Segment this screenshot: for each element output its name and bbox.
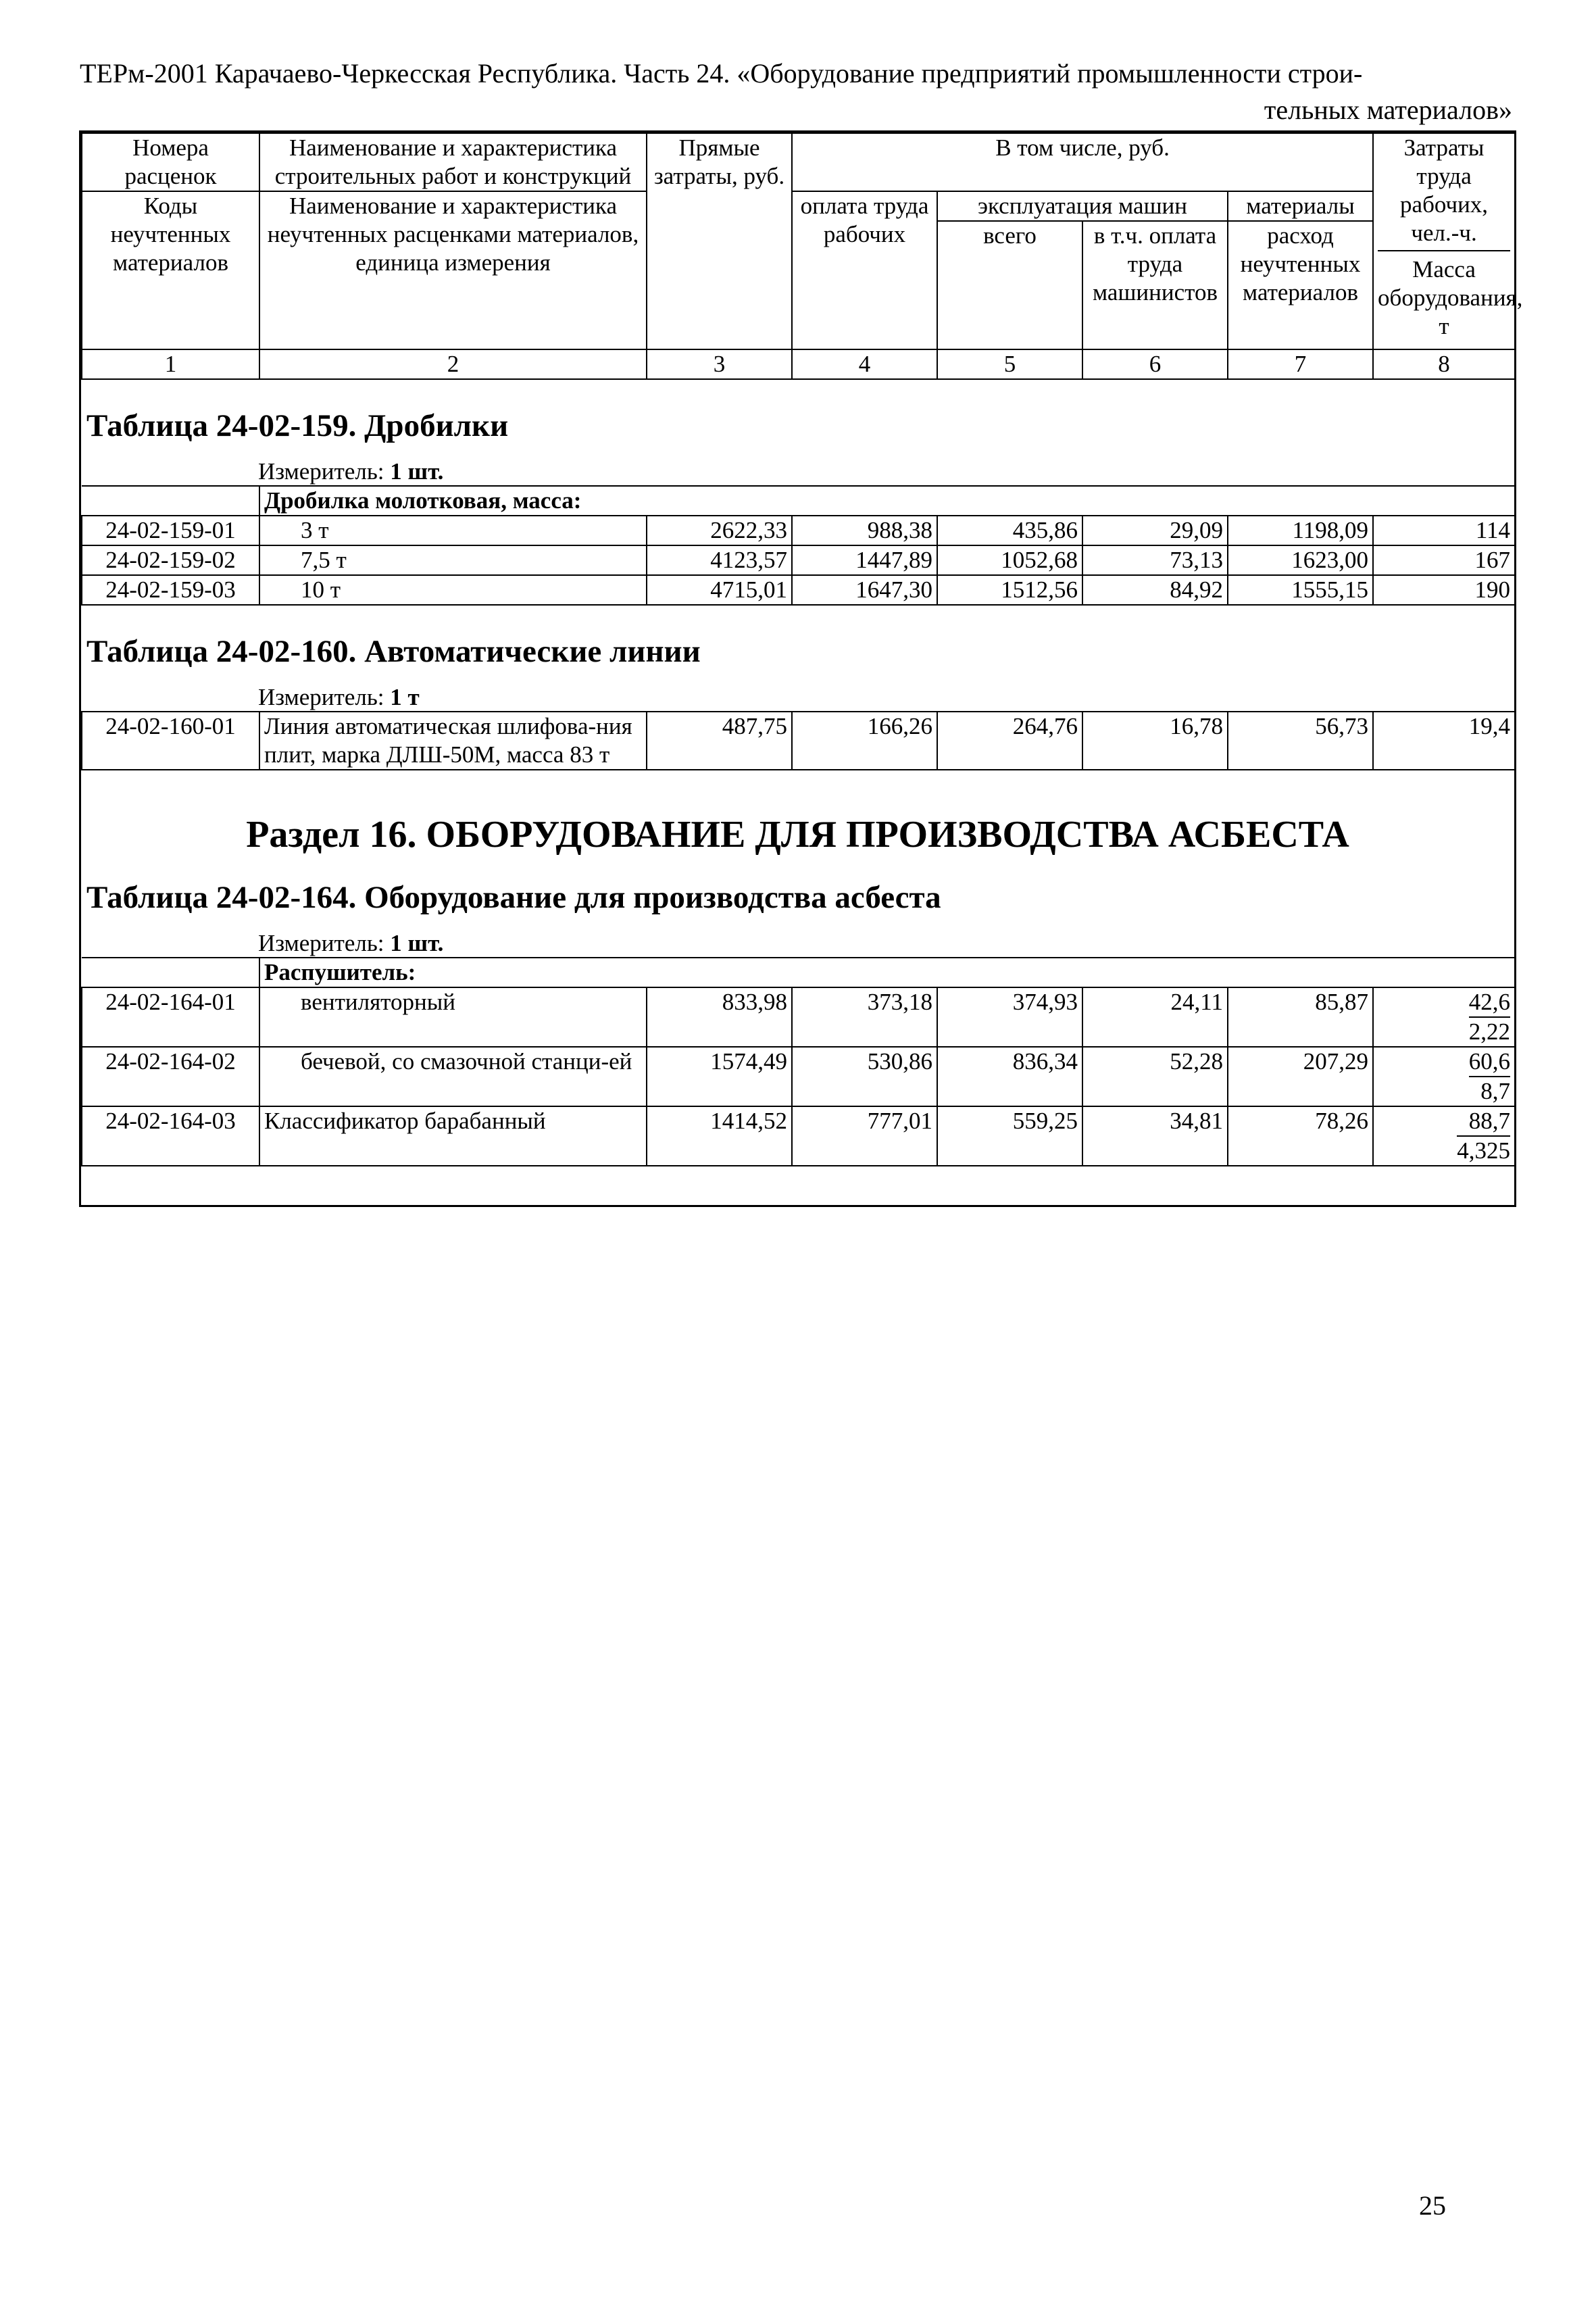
- header-cell-mass: Масса оборудования, т: [1378, 256, 1523, 339]
- row-direct-costs: 4123,57: [647, 545, 792, 575]
- table-row: [82, 545, 1515, 575]
- table-row: [82, 1106, 1515, 1166]
- row-direct-costs: 4715,01: [647, 575, 792, 605]
- row-machinist-wages: 84,92: [1082, 575, 1228, 605]
- column-number: 6: [1082, 349, 1228, 379]
- row-machinist-wages: 29,09: [1082, 516, 1228, 545]
- row-direct-costs: 2622,33: [647, 516, 792, 545]
- header-cell-name-bottom: Наименование и характеристика неучтенных расценками материалов, единица измерения: [259, 191, 647, 349]
- table-159-group-label: Дробилка молотковая, масса:: [259, 486, 1515, 516]
- column-number: 3: [647, 349, 792, 379]
- row-wages: 373,18: [792, 987, 937, 1047]
- table-164: [81, 957, 1516, 1166]
- table-row: [82, 1047, 1515, 1106]
- row-materials: 78,26: [1228, 1106, 1373, 1166]
- table-160-title: Таблица 24-02-160. Автоматические линии: [86, 634, 701, 669]
- header-cell-direct-costs: Прямые затраты, руб.: [647, 133, 792, 349]
- row-name: 10 т: [259, 575, 647, 605]
- row-machines-total: 1052,68: [937, 545, 1082, 575]
- header-cell-name-top: Наименование и характеристика строительных работ и конструкций: [259, 133, 647, 191]
- row-materials: 1198,09: [1228, 516, 1373, 545]
- header-cell-labor: [1373, 133, 1523, 349]
- row-code: 24-02-159-03: [82, 575, 259, 605]
- row-wages: 1447,89: [792, 545, 937, 575]
- row-machinist-wages: 24,11: [1082, 987, 1228, 1047]
- row-materials: 207,29: [1228, 1047, 1373, 1106]
- row-name: 7,5 т: [259, 545, 647, 575]
- header-cell-codes-bottom: Коды неучтенных материалов: [82, 191, 259, 349]
- row-labor-mass: [1373, 1047, 1515, 1106]
- row-materials: 1623,00: [1228, 545, 1373, 575]
- row-code: 24-02-159-01: [82, 516, 259, 545]
- section-16-title: Раздел 16. ОБОРУДОВАНИЕ ДЛЯ ПРОИЗВОДСТВА АСБЕСТА: [246, 814, 1349, 856]
- row-name: Классификатор барабанный: [259, 1106, 647, 1166]
- row-labor: 167: [1373, 545, 1515, 575]
- header-cell-total: всего: [937, 221, 1082, 349]
- table-164-group-label: Распушитель:: [259, 958, 1515, 987]
- table-160-measure: [81, 684, 1514, 711]
- row-labor: 60,6: [1469, 1048, 1510, 1077]
- row-name: 3 т: [259, 516, 647, 545]
- measure-label: Измеритель:: [258, 930, 384, 956]
- row-name: вентиляторный: [259, 987, 647, 1047]
- column-number: 7: [1228, 349, 1373, 379]
- row-wages: 777,01: [792, 1106, 937, 1166]
- row-code: 24-02-160-01: [82, 712, 259, 770]
- measure-value: 1 шт.: [390, 458, 444, 485]
- header-cell-codes-top: Номера расценок: [82, 133, 259, 191]
- row-machines-total: 264,76: [937, 712, 1082, 770]
- measure-value: 1 шт.: [390, 930, 444, 956]
- header-cell-unaccounted-materials: расход неучтенных материалов: [1228, 221, 1373, 349]
- table-160: [81, 711, 1516, 770]
- row-code: 24-02-164-01: [82, 987, 259, 1047]
- row-name: Линия автоматическая шлифова-ния плит, марка ДЛШ-50М, масса 83 т: [259, 712, 647, 770]
- row-labor-mass: [1373, 1106, 1515, 1166]
- row-wages: 166,26: [792, 712, 937, 770]
- column-number: 8: [1373, 349, 1515, 379]
- table-row: [82, 987, 1515, 1047]
- table-159-title: Таблица 24-02-159. Дробилки: [86, 408, 509, 443]
- row-mass: 8,7: [1480, 1078, 1510, 1104]
- row-labor: 114: [1373, 516, 1515, 545]
- measure-label: Измеритель:: [258, 684, 384, 710]
- header-cell-machinist-wages: в т.ч. оплата труда машинистов: [1082, 221, 1228, 349]
- table-row: [82, 575, 1515, 605]
- table-159-measure: [81, 458, 1514, 485]
- row-code: 24-02-164-02: [82, 1047, 259, 1106]
- measure-value: 1 т: [390, 684, 420, 710]
- row-machines-total: 1512,56: [937, 575, 1082, 605]
- row-labor: 88,7: [1457, 1107, 1510, 1137]
- column-number: 2: [259, 349, 647, 379]
- row-machinist-wages: 52,28: [1082, 1047, 1228, 1106]
- row-labor: 19,4: [1373, 712, 1515, 770]
- row-direct-costs: 1574,49: [647, 1047, 792, 1106]
- row-mass: 2,22: [1468, 1018, 1510, 1045]
- row-name: бечевой, со смазочной станци-ей: [259, 1047, 647, 1106]
- row-code: 24-02-164-03: [82, 1106, 259, 1166]
- column-number: 5: [937, 349, 1082, 379]
- page-header-line2: тельных материалов»: [1264, 95, 1512, 125]
- row-wages: 988,38: [792, 516, 937, 545]
- row-machinist-wages: 73,13: [1082, 545, 1228, 575]
- table-164-title: Таблица 24-02-164. Оборудование для производства асбеста: [86, 880, 941, 915]
- row-machinist-wages: 16,78: [1082, 712, 1228, 770]
- row-direct-costs: 487,75: [647, 712, 792, 770]
- row-labor-mass: [1373, 987, 1515, 1047]
- page-header: [80, 55, 1515, 128]
- row-materials: 56,73: [1228, 712, 1373, 770]
- table-164-measure: [81, 930, 1514, 957]
- row-machines-total: 435,86: [937, 516, 1082, 545]
- page-header-line1: ТЕРм-2001 Карачаево-Черкесская Республика. Часть 24. «Оборудование предприятий промышленности строи-: [80, 58, 1363, 89]
- row-machines-total: 374,93: [937, 987, 1082, 1047]
- row-machinist-wages: 34,81: [1082, 1106, 1228, 1166]
- header-cell-machines: эксплуатация машин: [937, 191, 1228, 221]
- row-materials: 85,87: [1228, 987, 1373, 1047]
- column-number: 4: [792, 349, 937, 379]
- column-number: 1: [82, 349, 259, 379]
- row-labor: 42,6: [1469, 988, 1510, 1018]
- table-159: [81, 485, 1516, 606]
- row-mass: 4,325: [1457, 1137, 1510, 1164]
- header-cell-group: В том числе, руб.: [792, 133, 1373, 191]
- row-wages: 1647,30: [792, 575, 937, 605]
- header-cell-wages: оплата труда рабочих: [792, 191, 937, 349]
- row-direct-costs: 1414,52: [647, 1106, 792, 1166]
- row-materials: 1555,15: [1228, 575, 1373, 605]
- main-table-frame: [79, 130, 1523, 1207]
- row-wages: 530,86: [792, 1047, 937, 1106]
- page-number: 25: [1419, 2190, 1446, 2221]
- header-cell-labor-top: Затраты труда рабочих, чел.-ч.: [1378, 134, 1510, 251]
- row-direct-costs: 833,98: [647, 987, 792, 1047]
- column-header-table: [81, 132, 1523, 380]
- row-labor: 190: [1373, 575, 1515, 605]
- row-code: 24-02-159-02: [82, 545, 259, 575]
- row-machines-total: 559,25: [937, 1106, 1082, 1166]
- table-row: [82, 516, 1515, 545]
- table-row: [82, 712, 1515, 770]
- row-machines-total: 836,34: [937, 1047, 1082, 1106]
- measure-label: Измеритель:: [258, 458, 384, 485]
- header-cell-materials: материалы: [1228, 191, 1373, 221]
